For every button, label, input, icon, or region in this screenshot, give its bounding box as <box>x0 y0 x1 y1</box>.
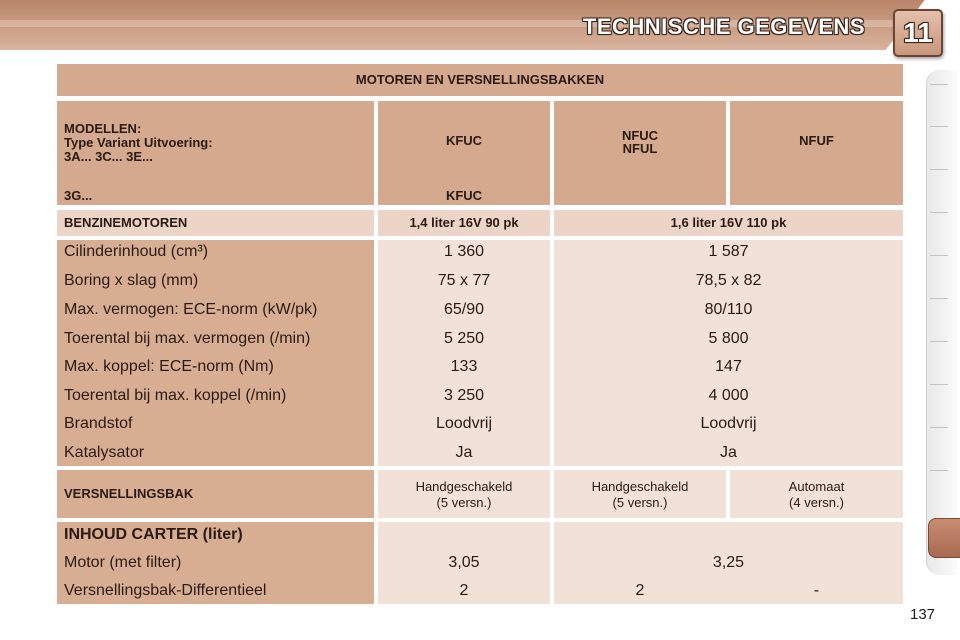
spec-value-col1: 5 250 <box>443 330 485 347</box>
gearbox-col2-line1: Handgeschakeld <box>591 479 689 494</box>
spec-value-col2: 4 000 <box>708 387 749 404</box>
spec-label: Max. vermogen: ECE-norm (kW/pk) <box>64 301 318 318</box>
models-label-line4: 3G... <box>64 188 93 203</box>
oil-row2-value-col2: 2 <box>635 582 645 599</box>
page-number: 137 <box>910 606 936 623</box>
models-label-line3: 3A... 3C... 3E... <box>64 149 153 164</box>
models-col3: NFUF <box>799 133 834 148</box>
gearbox-col1-cell <box>378 470 550 518</box>
side-tab[interactable] <box>930 384 948 385</box>
spec-label: Brandstof <box>64 415 133 432</box>
side-tab[interactable] <box>930 298 948 299</box>
oil-row2-value-col1: 2 <box>459 582 469 599</box>
spec-label: Toerental bij max. vermogen (/min) <box>64 330 311 347</box>
spec-label: Toerental bij max. koppel (/min) <box>64 387 287 404</box>
side-tab[interactable] <box>930 341 948 342</box>
models-col3-cell <box>730 101 903 205</box>
engines-col1-cell <box>378 210 550 236</box>
spec-value-col2: 1 587 <box>708 243 749 260</box>
gearbox-col1-line1: Handgeschakeld <box>415 479 513 494</box>
spec-value-col2: Ja <box>720 444 737 461</box>
spec-value-col1: Ja <box>455 444 473 461</box>
spec-label: Cilinderinhoud (cm³) <box>64 243 209 260</box>
spec-label: Boring x slag (mm) <box>64 272 199 289</box>
side-tab[interactable] <box>930 84 948 85</box>
table-heading-text: MOTOREN EN VERSNELLINGSBAKKEN <box>355 72 605 87</box>
models-col1-top: KFUC <box>445 133 483 148</box>
models-col2-cell <box>554 101 726 205</box>
side-tab[interactable] <box>930 126 948 127</box>
side-tab[interactable] <box>930 169 948 170</box>
models-label-line2: Type Variant Uitvoering: <box>64 135 213 150</box>
engines-label: BENZINEMOTOREN <box>64 215 188 230</box>
page-title: TECHNISCHE GEGEVENS <box>582 14 865 39</box>
spec-value-col1: 75 x 77 <box>437 272 491 289</box>
side-tab-active[interactable] <box>928 518 960 558</box>
spec-value-col2: 80/110 <box>704 301 753 318</box>
spec-value-col1: 3 250 <box>443 387 485 404</box>
side-tab-rail <box>926 70 957 575</box>
engines-label-cell <box>57 210 374 236</box>
oil-row1-label: Motor (met filter) <box>64 554 182 571</box>
chapter-badge: 11 <box>893 9 943 57</box>
spec-value-col2: 5 800 <box>708 330 749 347</box>
gearbox-col2-cell <box>554 470 726 518</box>
spec-label: Katalysator <box>64 444 145 461</box>
models-col1-cell <box>378 101 550 205</box>
spec-value-col2: 147 <box>715 358 742 375</box>
gearbox-label: VERSNELLINGSBAK <box>64 486 194 501</box>
gearbox-col3-line1: Automaat <box>788 479 845 494</box>
oil-label: INHOUD CARTER (liter) <box>64 526 243 543</box>
gearbox-col1-line2: (5 versn.) <box>436 495 492 510</box>
side-tab[interactable] <box>930 470 948 471</box>
oil-row2-label: Versnellingsbak-Differentieel <box>64 582 267 599</box>
oil-row1-value-col1: 3,05 <box>448 554 480 571</box>
gearbox-col2-line2: (5 versn.) <box>612 495 668 510</box>
oil-row2-value-col3: - <box>813 582 820 599</box>
side-tab[interactable] <box>930 255 948 256</box>
spec-value-col2: 78,5 x 82 <box>695 272 762 289</box>
gearbox-col3-line2: (4 versn.) <box>789 495 844 510</box>
models-col2-line2: NFUL <box>622 141 658 156</box>
spec-value-col1: 133 <box>450 358 478 375</box>
spec-value-col2: Loodvrij <box>700 415 757 432</box>
side-tab[interactable] <box>930 212 948 213</box>
models-col1-bottom: KFUC <box>445 188 483 203</box>
models-col2-line1: NFUC <box>621 128 659 143</box>
spec-value-col1: 1 360 <box>443 243 485 260</box>
models-label-cell <box>57 101 374 205</box>
engines-col2-cell <box>554 210 903 236</box>
gearbox-label-cell <box>57 470 374 518</box>
side-tab[interactable] <box>930 427 948 428</box>
models-label-line1: MODELLEN: <box>64 121 142 136</box>
spec-label: Max. koppel: ECE-norm (Nm) <box>64 358 274 375</box>
table-heading <box>57 64 903 96</box>
gearbox-col3-cell <box>730 470 903 518</box>
spec-value-col1: 65/90 <box>443 301 485 318</box>
engines-col2: 1,6 liter 16V 110 pk <box>670 215 787 230</box>
spec-value-col1: Loodvrij <box>435 415 493 432</box>
oil-row1-value-col2: 3,25 <box>712 554 745 571</box>
engines-col1: 1,4 liter 16V 90 pk <box>409 215 519 230</box>
